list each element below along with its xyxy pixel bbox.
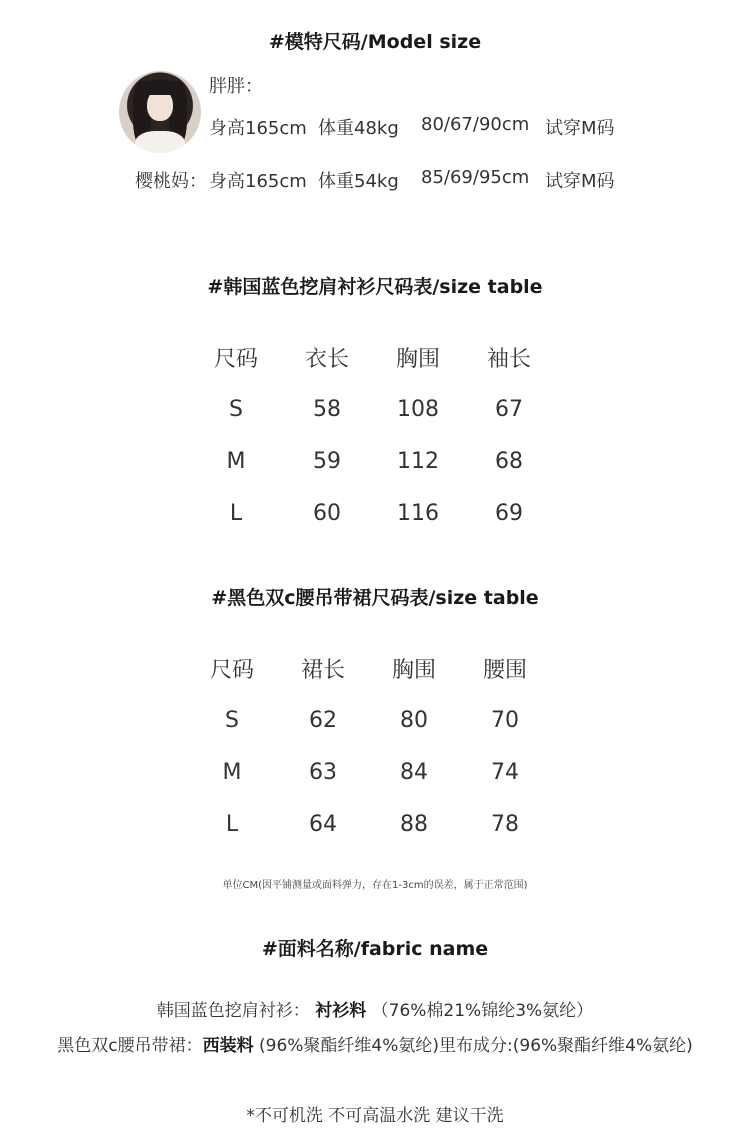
header-cell: 衣长: [304, 346, 349, 372]
fabric-material: 西装料: [202, 1036, 254, 1056]
table-row: [190, 435, 554, 487]
model2-weight: 体重54kg: [318, 171, 399, 192]
shirt-size-table: [190, 331, 554, 539]
table-cell: 62: [309, 707, 337, 733]
table-cell: 69: [495, 500, 523, 526]
model1-size: 试穿M码: [545, 118, 615, 139]
model2-measurements: 85/69/95cm: [421, 167, 530, 188]
table-cell: 84: [400, 759, 428, 785]
model2-height: 身高165cm: [209, 171, 307, 192]
fabric-line-skirt: [0, 1031, 750, 1056]
table-cell: 88: [400, 811, 428, 837]
fabric-composition: (96%聚酯纤维4%氨纶)里布成分:(96%聚酯纤维4%氨纶): [253, 1036, 693, 1056]
model2-name: 樱桃妈：: [135, 171, 207, 192]
table-cell: 74: [491, 759, 519, 785]
header-cell: 胸围: [395, 346, 440, 372]
model-size-title: #模特尺码/Model size: [268, 31, 482, 53]
table-cell: 63: [309, 759, 337, 785]
table-cell: 59: [313, 448, 341, 474]
table-cell: 64: [309, 811, 337, 837]
shirt-table-title: #韩国蓝色挖肩衬衫尺码表/size table: [207, 276, 543, 298]
skirt-table-title: #黑色双c腰吊带裙尺码表/size table: [211, 587, 539, 609]
header-cell: 袖长: [486, 346, 531, 372]
model-avatar: [119, 71, 201, 153]
table-header-row: [190, 331, 554, 383]
header-cell: 尺码: [209, 657, 254, 683]
table-row: [190, 487, 554, 539]
table-row: [190, 383, 554, 435]
table-cell: 68: [495, 448, 523, 474]
table-cell: S: [229, 396, 243, 422]
care-instructions: *不可机洗 不可高温水洗 建议干洗: [246, 1106, 504, 1126]
table-cell: 58: [313, 396, 341, 422]
header-cell: 裙长: [300, 657, 345, 683]
table-cell: 116: [397, 500, 439, 526]
table-cell: 112: [397, 448, 439, 474]
table-row: [186, 798, 550, 850]
table-cell: 108: [397, 396, 439, 422]
table-cell: 60: [313, 500, 341, 526]
header-cell: 腰围: [482, 657, 527, 683]
model2-size: 试穿M码: [545, 171, 615, 192]
table-cell: M: [226, 448, 246, 474]
fabric-line-shirt: [0, 996, 750, 1021]
header-cell: 尺码: [213, 346, 258, 372]
skirt-size-table: [186, 642, 550, 850]
table-row: [186, 694, 550, 746]
model1-measurements: 80/67/90cm: [421, 114, 530, 135]
table-header-row: [186, 642, 550, 694]
fabric-title: #面料名称/fabric name: [261, 938, 489, 960]
table-cell: 80: [400, 707, 428, 733]
model1-weight: 体重48kg: [318, 118, 399, 139]
table-cell: 67: [495, 396, 523, 422]
fabric-material: 衬衫料: [315, 1001, 367, 1021]
table-cell: S: [225, 707, 239, 733]
table-cell: L: [225, 811, 239, 837]
table-cell: M: [222, 759, 242, 785]
fabric-composition: （76%棉21%锦纶3%氨纶）: [371, 1001, 594, 1021]
table-row: [186, 746, 550, 798]
header-cell: 胸围: [391, 657, 436, 683]
table-cell: 70: [491, 707, 519, 733]
table-cell: 78: [491, 811, 519, 837]
model1-name: 胖胖：: [209, 76, 263, 97]
model1-height: 身高165cm: [209, 118, 307, 139]
measurement-note: 单位CM(因平铺测量或面料弹力，存在1-3cm的误差，属于正常范围): [222, 880, 528, 891]
table-cell: L: [229, 500, 243, 526]
fabric-label: 黑色双c腰吊带裙：: [57, 1036, 203, 1056]
fabric-label: 韩国蓝色挖肩衬衫：: [156, 1001, 310, 1021]
